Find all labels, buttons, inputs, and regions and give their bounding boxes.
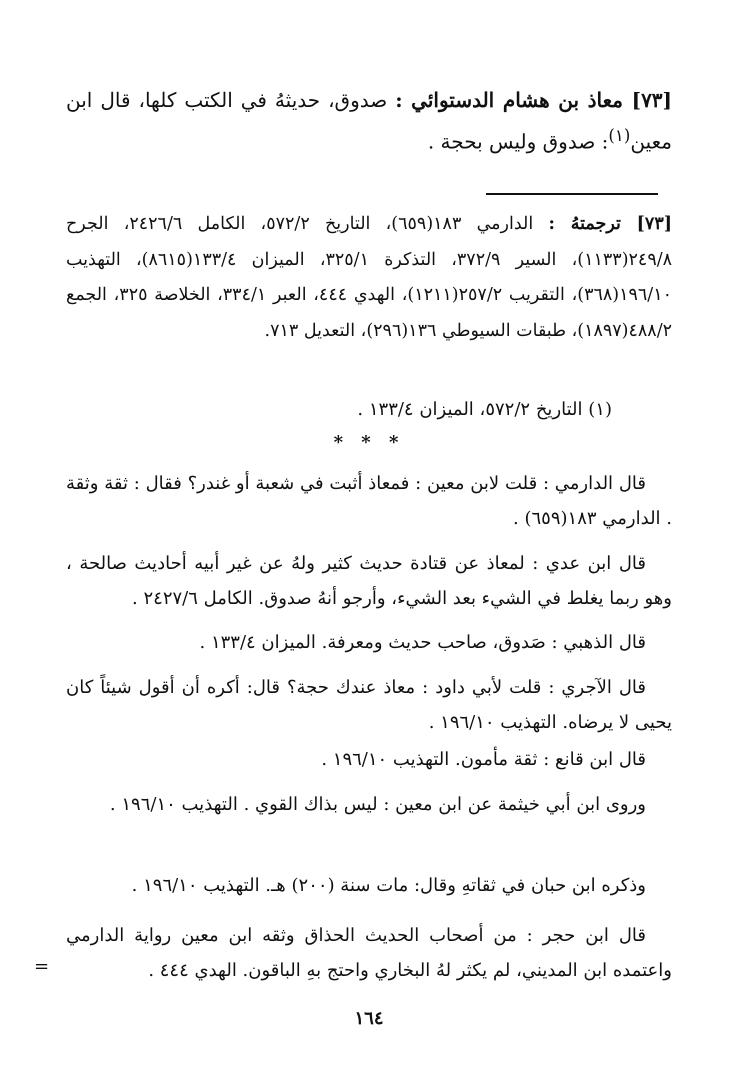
quote-text: قال الآجري : قلت لأبي داود : معاذ عندك حجة؟ قال: أكره أن أقول شيئاً كان يحيى لا يرضاه. التهذيب ١٩٦/١٠ . (66, 677, 672, 733)
footnote-rule (486, 193, 658, 195)
quote-ibn-abi-khaythama (66, 787, 672, 822)
biography-list: الدارمي ١٨٣(٦٥٩)، التاريخ ٥٧٢/٢، الكامل ٢٤٢٦/٦، الجرح ٢٤٩/٨(١١٣٣)، السير ٣٧٢/٩، التذكرة ٣٢٥/١، الميزان ١٣٣/٤(٨٦١٥)، التهذيب ١٩٦/١٠(٣٦٨)، التقريب ٢٥٧/٢(١٢١١)، الهدي ٤٤٤، العبر ٣٣٤/١، الخلاصة ٣٢٥، الجمع ٤٨٨/٢(١٨٩٧)، طبقات السيوطي ١٣٦(٢٩٦)، التعديل ٧١٣. (66, 214, 673, 341)
biography-sources (66, 207, 672, 349)
quote-text: قال الدارمي : قلت لابن معين : فمعاذ أثبت في شعبة أو غندر؟ فقال : ثقة وثقة . الدارمي ١٨٣(٦٥٩) . (66, 473, 672, 529)
quote-ajurri (66, 670, 672, 740)
quote-dhahabi (66, 625, 672, 660)
footnote-ref: (١) (608, 126, 631, 145)
quote-ibn-hajar (66, 918, 672, 988)
narrator-entry-tail: : صدوق وليس بحجة . (427, 129, 609, 154)
quote-text: وذكره ابن حبان في ثقاتهِ وقال: مات سنة (٢٠٠) هـ. التهذيب ١٩٦/١٠ . (131, 875, 646, 896)
quote-text: وروى ابن أبي خيثمة عن ابن معين : ليس بذاك القوي . التهذيب ١٩٦/١٠ . (109, 794, 646, 815)
quote-text: قال الذهبي : صَدوق، صاحب حديث ومعرفة. الميزان ١٣٣/٤ . (199, 632, 646, 653)
narrator-entry-body: صدوق، حديثهُ في الكتب كلها، قال ابن معين (66, 88, 672, 154)
quote-text: قال ابن قانع : ثقة مأمون. التهذيب ١٩٦/١٠ . (321, 749, 646, 770)
narrator-heading: [٧٣] معاذ بن هشام الدستوائي : (395, 88, 673, 112)
page-number: ١٦٤ (354, 1008, 384, 1029)
quote-ibn-qani (66, 742, 672, 777)
quote-text: قال ابن حجر : من أصحاب الحديث الحذاق وثقه ابن معين رواية الدارمي واعتمده ابن المديني، لم يكثر لهُ البخاري واحتج بهِ الباقون. الهدي ٤٤٤ . (66, 925, 672, 981)
section-separator: * * * (333, 432, 405, 453)
continuation-mark: = (34, 956, 50, 977)
quote-darimi (66, 466, 672, 536)
biography-heading: [٧٣] ترجمتهُ : (548, 214, 673, 234)
quote-text: قال ابن عدي : لمعاذ عن قتادة حديث كثير ولهُ عن غير أبيه أحاديث صالحة ، وهو ربما يغلط في الشيء بعد الشيء، وأرجو أنهُ صدوق. الكامل ٢٤٢٧/٦ . (66, 553, 672, 609)
quote-ibn-adi (66, 546, 672, 616)
footnote: (١) التاريخ ٥٧٢/٢، الميزان ١٣٣/٤ . (357, 399, 612, 420)
quote-ibn-hibban (66, 868, 672, 903)
narrator-entry (66, 82, 672, 160)
